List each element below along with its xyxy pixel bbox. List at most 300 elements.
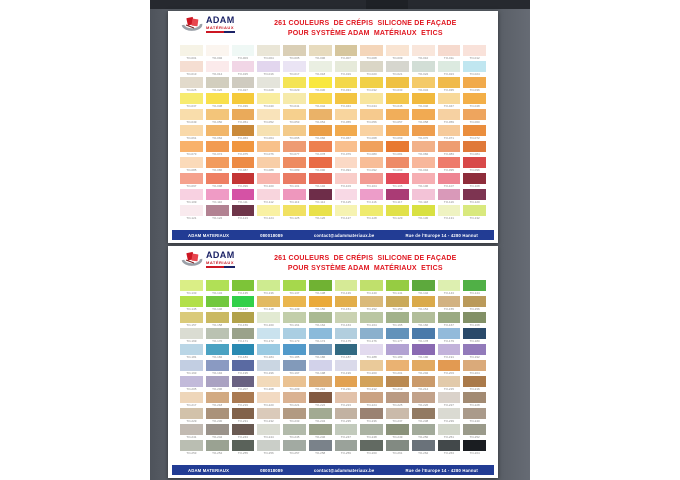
color-swatch: [386, 408, 409, 419]
swatch-cell: [412, 408, 435, 423]
swatch-label: TO-199: [340, 370, 351, 375]
swatch-cell: [206, 141, 229, 156]
swatch-cell: [206, 189, 229, 204]
swatch-cell: [257, 125, 280, 140]
swatch-cell: [206, 173, 229, 188]
swatch-label: TO-011: [443, 55, 454, 60]
color-swatch: [180, 109, 203, 120]
swatch-label: TO-264: [469, 450, 480, 455]
swatch-cell: [206, 312, 229, 327]
swatch-label: TO-177: [392, 338, 403, 343]
page-title: [235, 16, 488, 39]
swatch-label: TO-032: [366, 87, 377, 92]
swatch-label: TO-122: [212, 215, 223, 220]
color-swatch: [438, 296, 461, 307]
color-swatch: [232, 344, 255, 355]
color-swatch: [335, 440, 358, 451]
color-swatch: [463, 109, 486, 120]
color-swatch: [386, 360, 409, 371]
swatch-label: TO-210: [315, 386, 326, 391]
swatch-label: TO-263: [443, 450, 454, 455]
swatch-cell: [412, 205, 435, 220]
swatch-label: TO-054: [315, 119, 326, 124]
swatch-label: TO-081: [392, 151, 403, 156]
swatch-label: TO-160: [263, 322, 274, 327]
color-swatch: [232, 61, 255, 72]
color-swatch: [463, 93, 486, 104]
color-swatch: [335, 360, 358, 371]
swatch-cell: [463, 125, 486, 140]
color-swatch: [360, 173, 383, 184]
color-swatch: [283, 189, 306, 200]
color-swatch: [206, 280, 229, 291]
swatch-cell: [360, 61, 383, 76]
color-swatch: [438, 344, 461, 355]
swatch-cell: [232, 440, 255, 455]
logo-brand-sub: MATÉRIAUX: [206, 25, 234, 31]
swatch-label: TO-262: [418, 450, 429, 455]
swatch-label: TO-108: [469, 183, 480, 188]
color-swatch: [463, 45, 486, 56]
color-swatch: [335, 392, 358, 403]
color-swatch: [386, 376, 409, 387]
footer-phone: 080018089: [260, 232, 283, 238]
color-swatch: [180, 173, 203, 184]
swatch-label: TO-241: [186, 434, 197, 439]
swatch-cell: [309, 141, 332, 156]
color-swatch: [386, 296, 409, 307]
swatch-cell: [309, 280, 332, 295]
swatch-cell: [335, 93, 358, 108]
swatch-label: TO-062: [212, 135, 223, 140]
color-swatch: [206, 173, 229, 184]
page-title: [235, 251, 488, 274]
swatch-cell: [386, 61, 409, 76]
swatch-cell: [438, 141, 461, 156]
swatch-cell: [412, 189, 435, 204]
swatch-label: TO-238: [418, 418, 429, 423]
swatch-label: TO-156: [469, 306, 480, 311]
color-swatch: [335, 408, 358, 419]
swatch-cell: [232, 189, 255, 204]
color-swatch: [180, 93, 203, 104]
color-swatch: [412, 45, 435, 56]
swatch-label: TO-115: [340, 199, 351, 204]
swatch-cell: [283, 189, 306, 204]
swatch-label: TO-216: [469, 386, 480, 391]
color-swatch: [360, 189, 383, 200]
swatch-label: TO-101: [289, 183, 300, 188]
swatch-label: TO-256: [263, 450, 274, 455]
swatch-label: TO-141: [392, 290, 403, 295]
swatch-cell: [386, 45, 409, 60]
swatch-cell: [412, 312, 435, 327]
color-swatch: [463, 189, 486, 200]
color-swatch: [335, 125, 358, 136]
color-swatch: [309, 424, 332, 435]
color-swatch: [412, 392, 435, 403]
color-swatch: [438, 157, 461, 168]
swatch-cell: [180, 280, 203, 295]
color-swatch: [360, 205, 383, 216]
swatch-label: TO-220: [263, 402, 274, 407]
color-swatch: [232, 77, 255, 88]
color-swatch: [257, 328, 280, 339]
color-swatch: [232, 408, 255, 419]
swatch-label: TO-192: [469, 354, 480, 359]
color-swatch: [309, 328, 332, 339]
color-swatch: [386, 77, 409, 88]
swatch-label: TO-189: [392, 354, 403, 359]
color-swatch: [232, 93, 255, 104]
swatch-label: TO-209: [289, 386, 300, 391]
color-swatch: [360, 61, 383, 72]
swatch-label: TO-196: [263, 370, 274, 375]
color-swatch: [335, 312, 358, 323]
swatch-label: TO-008: [366, 55, 377, 60]
swatch-label: TO-079: [340, 151, 351, 156]
color-swatch: [386, 328, 409, 339]
swatch-label: TO-004: [263, 55, 274, 60]
swatch-label: TO-090: [315, 167, 326, 172]
color-swatch: [463, 344, 486, 355]
swatch-label: TO-039: [237, 103, 248, 108]
color-swatch: [232, 173, 255, 184]
swatch-cell: [335, 424, 358, 439]
swatch-label: TO-208: [263, 386, 274, 391]
color-swatch-grid: [180, 280, 486, 455]
swatch-label: TO-223: [340, 402, 351, 407]
swatch-cell: [360, 408, 383, 423]
color-swatch: [335, 376, 358, 387]
swatch-cell: [386, 328, 409, 343]
swatch-cell: [386, 360, 409, 375]
color-swatch: [386, 173, 409, 184]
color-swatch: [257, 109, 280, 120]
color-swatch: [206, 157, 229, 168]
color-swatch: [463, 205, 486, 216]
color-swatch: [360, 376, 383, 387]
color-swatch: [335, 173, 358, 184]
swatch-cell: [206, 45, 229, 60]
color-swatch: [438, 189, 461, 200]
swatch-label: TO-100: [263, 183, 274, 188]
swatch-cell: [257, 173, 280, 188]
swatch-cell: [438, 109, 461, 124]
swatch-label: TO-231: [237, 418, 248, 423]
swatch-cell: [232, 125, 255, 140]
swatch-cell: [283, 328, 306, 343]
swatch-label: TO-198: [315, 370, 326, 375]
swatch-cell: [360, 296, 383, 311]
swatch-cell: [386, 424, 409, 439]
color-swatch: [463, 440, 486, 451]
swatch-label: TO-233: [289, 418, 300, 423]
swatch-label: TO-023: [443, 71, 454, 76]
swatch-cell: [309, 424, 332, 439]
swatch-cell: [412, 157, 435, 172]
swatch-label: TO-173: [289, 338, 300, 343]
swatch-label: TO-109: [186, 199, 197, 204]
swatch-label: TO-166: [418, 322, 429, 327]
color-swatch: [386, 392, 409, 403]
swatch-cell: [232, 424, 255, 439]
page-header: [168, 246, 498, 276]
swatch-cell: [412, 93, 435, 108]
swatch-label: TO-014: [212, 71, 223, 76]
color-swatch: [438, 424, 461, 435]
swatch-cell: [257, 45, 280, 60]
swatch-cell: [386, 376, 409, 391]
swatch-cell: [257, 408, 280, 423]
color-swatch: [412, 312, 435, 323]
color-swatch: [360, 280, 383, 291]
adam-materiaux-logo: [181, 16, 235, 33]
swatch-label: TO-130: [418, 215, 429, 220]
swatch-cell: [412, 344, 435, 359]
color-swatch: [257, 360, 280, 371]
swatch-cell: [463, 173, 486, 188]
swatch-label: TO-162: [315, 322, 326, 327]
color-swatch: [180, 424, 203, 435]
color-swatch: [257, 157, 280, 168]
swatch-cell: [232, 93, 255, 108]
color-swatch: [335, 141, 358, 152]
swatch-label: TO-013: [186, 71, 197, 76]
swatch-label: TO-046: [418, 103, 429, 108]
swatch-cell: [232, 296, 255, 311]
swatch-cell: [463, 189, 486, 204]
swatch-cell: [360, 93, 383, 108]
swatch-cell: [180, 312, 203, 327]
color-swatch: [335, 205, 358, 216]
swatch-cell: [232, 109, 255, 124]
swatch-cell: [412, 328, 435, 343]
swatch-cell: [386, 141, 409, 156]
page-title-line1: 261 COULEURS DE CRÉPIS SILICONE DE FAÇADE: [274, 255, 457, 262]
swatch-cell: [386, 296, 409, 311]
color-swatch: [309, 280, 332, 291]
swatch-label: TO-074: [212, 151, 223, 156]
swatch-label: TO-142: [418, 290, 429, 295]
swatch-label: TO-159: [237, 322, 248, 327]
swatch-label: TO-012: [469, 55, 480, 60]
swatch-cell: [335, 141, 358, 156]
viewer-tab: [366, 0, 408, 9]
swatch-cell: [283, 77, 306, 92]
color-swatch: [335, 93, 358, 104]
swatch-cell: [283, 360, 306, 375]
swatch-cell: [257, 77, 280, 92]
swatch-label: TO-124: [263, 215, 274, 220]
adam-logo-icon: [181, 16, 203, 33]
swatch-cell: [283, 408, 306, 423]
swatch-label: TO-095: [443, 167, 454, 172]
color-swatch: [283, 440, 306, 451]
swatch-cell: [386, 93, 409, 108]
color-swatch: [206, 93, 229, 104]
swatch-cell: [412, 141, 435, 156]
swatch-cell: [180, 189, 203, 204]
color-swatch: [438, 45, 461, 56]
swatch-label: TO-033: [392, 87, 403, 92]
color-swatch: [438, 392, 461, 403]
swatch-cell: [283, 93, 306, 108]
swatch-cell: [309, 93, 332, 108]
swatch-cell: [257, 93, 280, 108]
swatch-label: TO-125: [289, 215, 300, 220]
color-swatch: [257, 312, 280, 323]
color-swatch: [232, 45, 255, 56]
footer-email: contact@adammateriaux.be: [313, 232, 375, 238]
color-swatch: [412, 360, 435, 371]
swatch-cell: [335, 125, 358, 140]
swatch-cell: [309, 376, 332, 391]
color-swatch: [283, 312, 306, 323]
swatch-cell: [309, 157, 332, 172]
page-title-line1: 261 COULEURS DE CRÉPIS SILICONE DE FAÇADE: [274, 20, 457, 27]
color-swatch: [206, 189, 229, 200]
swatch-label: TO-078: [315, 151, 326, 156]
swatch-cell: [360, 109, 383, 124]
swatch-label: TO-145: [186, 306, 197, 311]
footer-phone: 080018089: [260, 467, 283, 473]
swatch-cell: [360, 173, 383, 188]
color-swatch: [309, 376, 332, 387]
swatch-label: TO-164: [366, 322, 377, 327]
swatch-label: TO-136: [263, 290, 274, 295]
swatch-label: TO-243: [237, 434, 248, 439]
swatch-label: TO-185: [289, 354, 300, 359]
swatch-label: TO-143: [443, 290, 454, 295]
swatch-cell: [360, 141, 383, 156]
swatch-cell: [283, 157, 306, 172]
swatch-cell: [232, 344, 255, 359]
swatch-cell: [206, 360, 229, 375]
document-viewer[interactable]: [150, 0, 530, 480]
swatch-label: TO-026: [212, 87, 223, 92]
color-swatch: [360, 157, 383, 168]
color-swatch: [309, 93, 332, 104]
color-swatch: [438, 205, 461, 216]
swatch-label: TO-059: [443, 119, 454, 124]
swatch-label: TO-085: [186, 167, 197, 172]
color-swatch: [257, 296, 280, 307]
color-swatch: [257, 440, 280, 451]
color-swatch: [412, 424, 435, 435]
swatch-label: TO-187: [340, 354, 351, 359]
swatch-label: TO-099: [237, 183, 248, 188]
color-swatch: [335, 109, 358, 120]
color-swatch: [463, 125, 486, 136]
color-swatch: [283, 360, 306, 371]
color-swatch: [438, 312, 461, 323]
swatch-cell: [360, 424, 383, 439]
swatch-label: TO-226: [418, 402, 429, 407]
swatch-cell: [360, 189, 383, 204]
swatch-cell: [412, 280, 435, 295]
swatch-label: TO-229: [186, 418, 197, 423]
swatch-label: TO-050: [212, 119, 223, 124]
color-swatch: [257, 205, 280, 216]
swatch-cell: [180, 376, 203, 391]
swatch-cell: [463, 328, 486, 343]
swatch-label: TO-043: [340, 103, 351, 108]
swatch-label: TO-120: [469, 199, 480, 204]
color-swatch: [206, 344, 229, 355]
footer-address: Rue de l'Europe 14 - 4280 Hannut: [405, 467, 478, 473]
swatch-label: TO-077: [289, 151, 300, 156]
swatch-label: TO-184: [263, 354, 274, 359]
color-swatch: [283, 376, 306, 387]
swatch-label: TO-083: [443, 151, 454, 156]
swatch-label: TO-168: [469, 322, 480, 327]
swatch-cell: [257, 61, 280, 76]
color-swatch: [309, 408, 332, 419]
swatch-cell: [438, 280, 461, 295]
swatch-cell: [309, 173, 332, 188]
swatch-label: TO-002: [212, 55, 223, 60]
swatch-cell: [463, 205, 486, 220]
swatch-label: TO-153: [392, 306, 403, 311]
color-swatch: [206, 125, 229, 136]
swatch-cell: [438, 408, 461, 423]
page-title-line2: POUR SYSTÈME ADAM MATÉRIAUX ETICS: [287, 264, 443, 272]
swatch-cell: [335, 77, 358, 92]
swatch-cell: [309, 109, 332, 124]
swatch-cell: [386, 440, 409, 455]
color-swatch: [386, 141, 409, 152]
footer-company: ADAM MATERIAUX: [188, 467, 230, 473]
swatch-cell: [180, 173, 203, 188]
swatch-label: TO-116: [366, 199, 377, 204]
swatch-cell: [309, 408, 332, 423]
swatch-cell: [463, 77, 486, 92]
color-swatch: [438, 125, 461, 136]
swatch-label: TO-188: [366, 354, 377, 359]
swatch-cell: [463, 408, 486, 423]
swatch-label: TO-197: [289, 370, 300, 375]
swatch-label: TO-137: [289, 290, 300, 295]
swatch-label: TO-234: [315, 418, 326, 423]
swatch-cell: [309, 296, 332, 311]
swatch-label: TO-181: [186, 354, 197, 359]
swatch-label: TO-135: [237, 290, 248, 295]
swatch-label: TO-213: [392, 386, 403, 391]
swatch-cell: [386, 408, 409, 423]
color-swatch: [180, 45, 203, 56]
swatch-label: TO-053: [289, 119, 300, 124]
swatch-label: TO-005: [289, 55, 300, 60]
swatch-cell: [180, 392, 203, 407]
page-header: [168, 11, 498, 41]
swatch-cell: [438, 93, 461, 108]
color-swatch: [206, 296, 229, 307]
color-swatch: [283, 61, 306, 72]
color-swatch: [412, 173, 435, 184]
color-swatch: [283, 392, 306, 403]
swatch-cell: [206, 280, 229, 295]
swatch-cell: [463, 424, 486, 439]
swatch-label: TO-057: [392, 119, 403, 124]
swatch-cell: [257, 360, 280, 375]
swatch-cell: [463, 45, 486, 60]
swatch-cell: [335, 328, 358, 343]
swatch-label: TO-113: [289, 199, 300, 204]
color-swatch: [360, 125, 383, 136]
color-swatch: [412, 205, 435, 216]
color-swatch: [335, 157, 358, 168]
